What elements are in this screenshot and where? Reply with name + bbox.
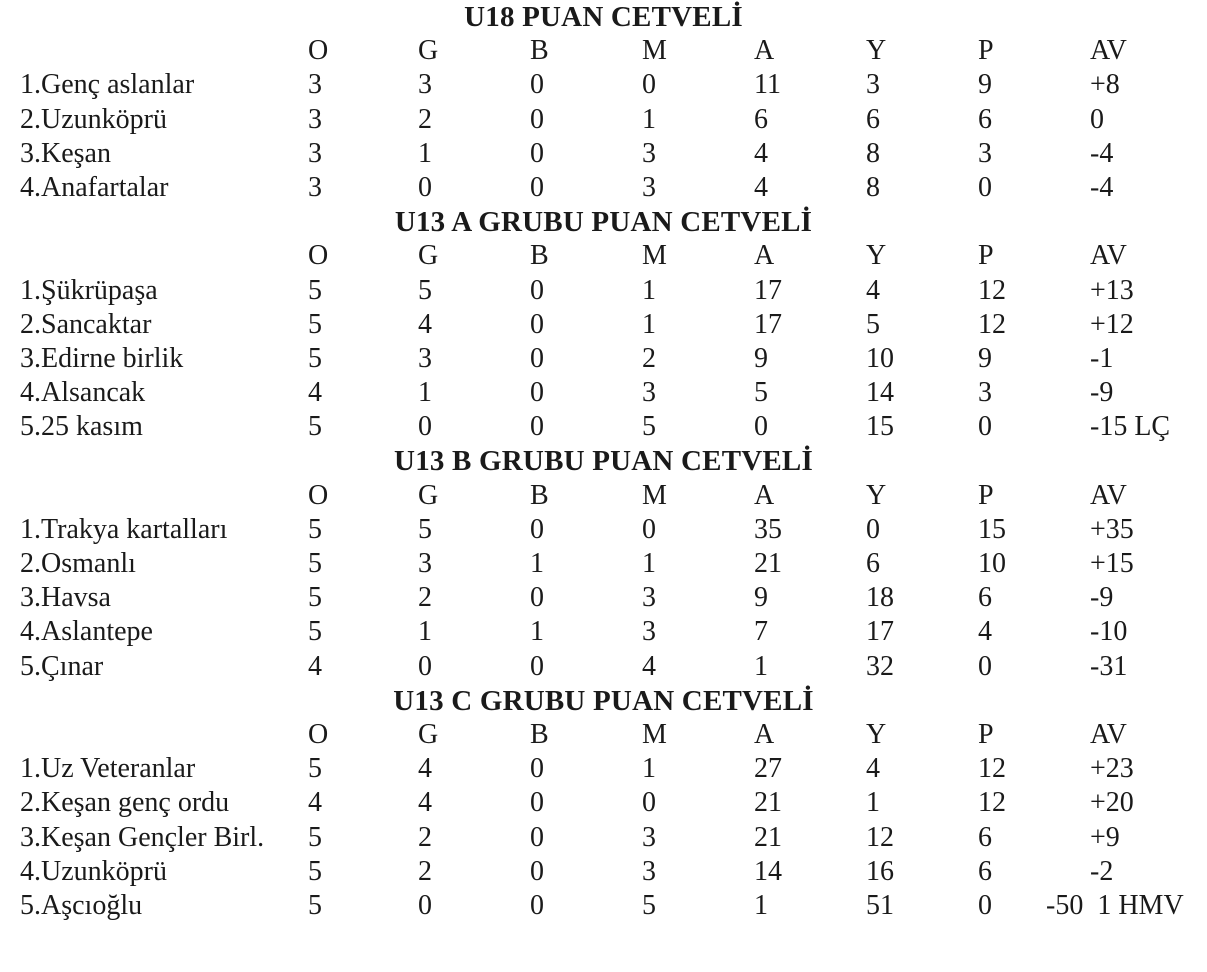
cell-m: 3 bbox=[642, 582, 656, 614]
header-y: Y bbox=[866, 240, 887, 272]
team-name: 5.25 kasım bbox=[20, 411, 143, 443]
cell-y: 14 bbox=[866, 377, 894, 409]
cell-a: 27 bbox=[754, 753, 782, 785]
cell-b: 0 bbox=[530, 821, 544, 853]
cell-g: 2 bbox=[418, 855, 432, 887]
cell-p: 4 bbox=[978, 616, 992, 648]
table-row bbox=[0, 650, 1207, 684]
cell-o: 5 bbox=[308, 411, 322, 443]
cell-y: 16 bbox=[866, 855, 894, 887]
cell-p: 6 bbox=[978, 821, 992, 853]
table-row bbox=[0, 889, 1207, 923]
team-name: 4.Anafartalar bbox=[20, 171, 169, 203]
cell-a: 17 bbox=[754, 308, 782, 340]
header-b: B bbox=[530, 479, 549, 511]
cell-b: 0 bbox=[530, 69, 544, 101]
cell-g: 1 bbox=[418, 137, 432, 169]
header-row bbox=[0, 34, 1207, 68]
table-row bbox=[0, 171, 1207, 205]
team-name: 4.Uzunköprü bbox=[20, 855, 167, 887]
cell-p: 0 bbox=[978, 650, 992, 682]
cell-o: 5 bbox=[308, 582, 322, 614]
header-a: A bbox=[754, 479, 775, 511]
cell-av: 0 bbox=[1090, 103, 1104, 135]
cell-o: 3 bbox=[308, 69, 322, 101]
cell-g: 4 bbox=[418, 787, 432, 819]
cell-o: 5 bbox=[308, 616, 322, 648]
cell-a: 4 bbox=[754, 171, 768, 203]
cell-o: 5 bbox=[308, 821, 322, 853]
header-o: O bbox=[308, 479, 329, 511]
team-name: 1.Uz Veteranlar bbox=[20, 753, 196, 785]
cell-b: 0 bbox=[530, 103, 544, 135]
table-row bbox=[0, 376, 1207, 410]
header-m: M bbox=[642, 479, 667, 511]
header-b: B bbox=[530, 35, 549, 67]
cell-o: 4 bbox=[308, 787, 322, 819]
cell-b: 0 bbox=[530, 787, 544, 819]
cell-a: 11 bbox=[754, 69, 781, 101]
cell-y: 6 bbox=[866, 548, 880, 579]
team-name: 2.Uzunköprü bbox=[20, 103, 167, 135]
team-name: 5.Aşcıoğlu bbox=[20, 889, 143, 921]
cell-m: 0 bbox=[642, 787, 656, 819]
cell-g: 0 bbox=[418, 889, 432, 921]
cell-g: 1 bbox=[418, 616, 432, 648]
team-name: 2.Sancaktar bbox=[20, 308, 152, 340]
cell-av: -9 bbox=[1090, 377, 1114, 409]
cell-a: 0 bbox=[754, 411, 768, 443]
cell-m: 3 bbox=[642, 616, 656, 648]
section-title-u13-b: U13 B GRUBU PUAN CETVELİ bbox=[394, 445, 813, 478]
header-row bbox=[0, 239, 1207, 273]
cell-o: 4 bbox=[308, 650, 322, 682]
cell-b: 0 bbox=[530, 274, 544, 306]
cell-b: 0 bbox=[530, 753, 544, 785]
cell-a: 1 bbox=[754, 650, 768, 682]
cell-p: 3 bbox=[978, 137, 992, 169]
header-a: A bbox=[754, 240, 775, 272]
cell-y: 4 bbox=[866, 274, 880, 306]
cell-av: +15 bbox=[1090, 548, 1134, 579]
cell-a: 9 bbox=[754, 582, 768, 614]
cell-y: 32 bbox=[866, 650, 894, 682]
cell-av: -15 LÇ bbox=[1090, 411, 1171, 443]
team-name: 1.Genç aslanlar bbox=[20, 69, 195, 101]
cell-m: 3 bbox=[642, 855, 656, 887]
cell-a: 1 bbox=[754, 889, 768, 921]
cell-y: 5 bbox=[866, 308, 880, 340]
cell-m: 3 bbox=[642, 821, 656, 853]
cell-p: 15 bbox=[978, 513, 1006, 545]
cell-y: 10 bbox=[866, 342, 894, 374]
cell-g: 3 bbox=[418, 342, 432, 374]
cell-m: 5 bbox=[642, 411, 656, 443]
cell-m: 1 bbox=[642, 103, 656, 135]
cell-m: 3 bbox=[642, 171, 656, 203]
team-name: 1.Trakya kartalları bbox=[20, 513, 228, 545]
section-title-u18: U18 PUAN CETVELİ bbox=[464, 1, 743, 33]
header-av: AV bbox=[1090, 35, 1127, 67]
cell-a: 21 bbox=[754, 548, 782, 579]
cell-o: 3 bbox=[308, 171, 322, 203]
table-row bbox=[0, 513, 1207, 547]
cell-g: 0 bbox=[418, 171, 432, 203]
cell-g: 2 bbox=[418, 103, 432, 135]
table-row bbox=[0, 68, 1207, 102]
header-p: P bbox=[978, 718, 994, 750]
header-y: Y bbox=[866, 718, 887, 750]
cell-av: -4 bbox=[1090, 137, 1114, 169]
cell-m: 1 bbox=[642, 308, 656, 340]
table-row bbox=[0, 410, 1207, 444]
cell-av: -50 1 HMV bbox=[1046, 889, 1184, 921]
header-av: AV bbox=[1090, 240, 1127, 272]
cell-a: 17 bbox=[754, 274, 782, 306]
cell-y: 18 bbox=[866, 582, 894, 614]
cell-m: 1 bbox=[642, 274, 656, 306]
header-row bbox=[0, 479, 1207, 513]
cell-p: 9 bbox=[978, 69, 992, 101]
team-name: 2.Osmanlı bbox=[20, 548, 136, 579]
cell-g: 0 bbox=[418, 650, 432, 682]
cell-m: 3 bbox=[642, 137, 656, 169]
table-row bbox=[0, 855, 1207, 889]
cell-o: 3 bbox=[308, 103, 322, 135]
cell-p: 3 bbox=[978, 377, 992, 409]
section-title-u13-a: U13 A GRUBU PUAN CETVELİ bbox=[394, 206, 813, 239]
cell-y: 17 bbox=[866, 616, 894, 648]
cell-y: 4 bbox=[866, 753, 880, 785]
cell-av: +23 bbox=[1090, 753, 1134, 785]
header-a: A bbox=[754, 718, 775, 750]
cell-p: 10 bbox=[978, 548, 1006, 579]
header-o: O bbox=[308, 240, 329, 272]
cell-o: 5 bbox=[308, 274, 322, 306]
cell-o: 5 bbox=[308, 889, 322, 921]
cell-g: 1 bbox=[418, 377, 432, 409]
cell-av: +12 bbox=[1090, 308, 1134, 340]
cell-av: +13 bbox=[1090, 274, 1134, 306]
cell-a: 14 bbox=[754, 855, 782, 887]
cell-av: -1 bbox=[1090, 342, 1114, 374]
table-row bbox=[0, 342, 1207, 376]
cell-a: 4 bbox=[754, 137, 768, 169]
table-row bbox=[0, 786, 1207, 820]
cell-g: 4 bbox=[418, 308, 432, 340]
cell-av: +9 bbox=[1090, 821, 1120, 853]
cell-o: 5 bbox=[308, 513, 322, 545]
team-name: 3.Havsa bbox=[20, 582, 111, 614]
cell-y: 6 bbox=[866, 103, 880, 135]
cell-b: 0 bbox=[530, 513, 544, 545]
cell-y: 51 bbox=[866, 889, 894, 921]
cell-p: 12 bbox=[978, 274, 1006, 306]
cell-b: 0 bbox=[530, 377, 544, 409]
header-y: Y bbox=[866, 35, 887, 67]
cell-p: 6 bbox=[978, 582, 992, 614]
header-p: P bbox=[978, 35, 994, 67]
header-m: M bbox=[642, 35, 667, 67]
header-av: AV bbox=[1090, 718, 1127, 750]
cell-a: 35 bbox=[754, 513, 782, 545]
table-row bbox=[0, 752, 1207, 786]
cell-p: 9 bbox=[978, 342, 992, 374]
cell-y: 8 bbox=[866, 171, 880, 203]
header-p: P bbox=[978, 479, 994, 511]
header-av: AV bbox=[1090, 479, 1127, 511]
header-p: P bbox=[978, 240, 994, 272]
header-m: M bbox=[642, 718, 667, 750]
cell-o: 5 bbox=[308, 308, 322, 340]
cell-m: 1 bbox=[642, 753, 656, 785]
cell-m: 0 bbox=[642, 69, 656, 101]
cell-b: 0 bbox=[530, 650, 544, 682]
cell-y: 1 bbox=[866, 787, 880, 819]
cell-b: 0 bbox=[530, 308, 544, 340]
cell-m: 5 bbox=[642, 889, 656, 921]
cell-m: 2 bbox=[642, 342, 656, 374]
header-g: G bbox=[418, 718, 439, 750]
cell-av: +20 bbox=[1090, 787, 1134, 819]
cell-p: 12 bbox=[978, 787, 1006, 819]
header-b: B bbox=[530, 718, 549, 750]
team-name: 5.Çınar bbox=[20, 650, 104, 682]
team-name: 3.Keşan bbox=[20, 137, 111, 169]
cell-y: 0 bbox=[866, 513, 880, 545]
cell-a: 21 bbox=[754, 821, 782, 853]
cell-o: 4 bbox=[308, 377, 322, 409]
header-a: A bbox=[754, 35, 775, 67]
cell-g: 5 bbox=[418, 274, 432, 306]
cell-a: 6 bbox=[754, 103, 768, 135]
table-row bbox=[0, 103, 1207, 137]
cell-b: 0 bbox=[530, 411, 544, 443]
header-g: G bbox=[418, 35, 439, 67]
header-row bbox=[0, 718, 1207, 752]
cell-av: -9 bbox=[1090, 582, 1114, 614]
header-o: O bbox=[308, 35, 329, 67]
cell-o: 3 bbox=[308, 137, 322, 169]
cell-g: 2 bbox=[418, 821, 432, 853]
cell-p: 6 bbox=[978, 855, 992, 887]
cell-y: 3 bbox=[866, 69, 880, 101]
cell-av: -31 bbox=[1090, 650, 1128, 682]
cell-g: 3 bbox=[418, 548, 432, 579]
team-name: 1.Şükrüpaşa bbox=[20, 274, 158, 306]
header-o: O bbox=[308, 718, 329, 750]
cell-p: 6 bbox=[978, 103, 992, 135]
team-name: 3.Edirne birlik bbox=[20, 342, 184, 374]
cell-b: 0 bbox=[530, 137, 544, 169]
cell-av: -4 bbox=[1090, 171, 1114, 203]
cell-b: 0 bbox=[530, 855, 544, 887]
cell-g: 0 bbox=[418, 411, 432, 443]
cell-o: 5 bbox=[308, 753, 322, 785]
cell-g: 3 bbox=[418, 69, 432, 101]
table-row bbox=[0, 581, 1207, 615]
cell-m: 4 bbox=[642, 650, 656, 682]
cell-a: 5 bbox=[754, 377, 768, 409]
cell-g: 4 bbox=[418, 753, 432, 785]
table-row bbox=[0, 274, 1207, 308]
header-g: G bbox=[418, 479, 439, 511]
cell-m: 3 bbox=[642, 377, 656, 409]
cell-p: 0 bbox=[978, 411, 992, 443]
cell-b: 0 bbox=[530, 582, 544, 614]
cell-g: 2 bbox=[418, 582, 432, 614]
header-b: B bbox=[530, 240, 549, 272]
cell-p: 0 bbox=[978, 171, 992, 203]
team-name: 2.Keşan genç ordu bbox=[20, 787, 230, 819]
cell-p: 0 bbox=[978, 889, 992, 921]
cell-b: 0 bbox=[530, 342, 544, 374]
cell-av: -10 bbox=[1090, 616, 1128, 648]
header-y: Y bbox=[866, 479, 887, 511]
team-name: 3.Keşan Gençler Birl. bbox=[20, 821, 265, 853]
cell-a: 21 bbox=[754, 787, 782, 819]
cell-p: 12 bbox=[978, 753, 1006, 785]
cell-b: 1 bbox=[530, 616, 544, 648]
cell-b: 0 bbox=[530, 889, 544, 921]
team-name: 4.Aslantepe bbox=[20, 616, 153, 648]
section-title-u13-c: U13 C GRUBU PUAN CETVELİ bbox=[393, 684, 814, 717]
header-m: M bbox=[642, 240, 667, 272]
cell-o: 5 bbox=[308, 342, 322, 374]
table-row bbox=[0, 137, 1207, 171]
cell-m: 1 bbox=[642, 548, 656, 579]
table-row bbox=[0, 615, 1207, 649]
cell-o: 5 bbox=[308, 548, 322, 579]
cell-o: 5 bbox=[308, 855, 322, 887]
cell-a: 7 bbox=[754, 616, 768, 648]
cell-av: +8 bbox=[1090, 69, 1120, 101]
cell-g: 5 bbox=[418, 513, 432, 545]
team-name: 4.Alsancak bbox=[20, 377, 146, 409]
cell-y: 8 bbox=[866, 137, 880, 169]
cell-b: 1 bbox=[530, 548, 544, 579]
table-row bbox=[0, 821, 1207, 855]
header-g: G bbox=[418, 240, 439, 272]
cell-y: 15 bbox=[866, 411, 894, 443]
cell-a: 9 bbox=[754, 342, 768, 374]
cell-p: 12 bbox=[978, 308, 1006, 340]
table-row bbox=[0, 308, 1207, 342]
cell-b: 0 bbox=[530, 171, 544, 203]
cell-av: -2 bbox=[1090, 855, 1114, 887]
cell-y: 12 bbox=[866, 821, 894, 853]
table-row bbox=[0, 547, 1207, 581]
cell-m: 0 bbox=[642, 513, 656, 545]
cell-av: +35 bbox=[1090, 513, 1134, 545]
